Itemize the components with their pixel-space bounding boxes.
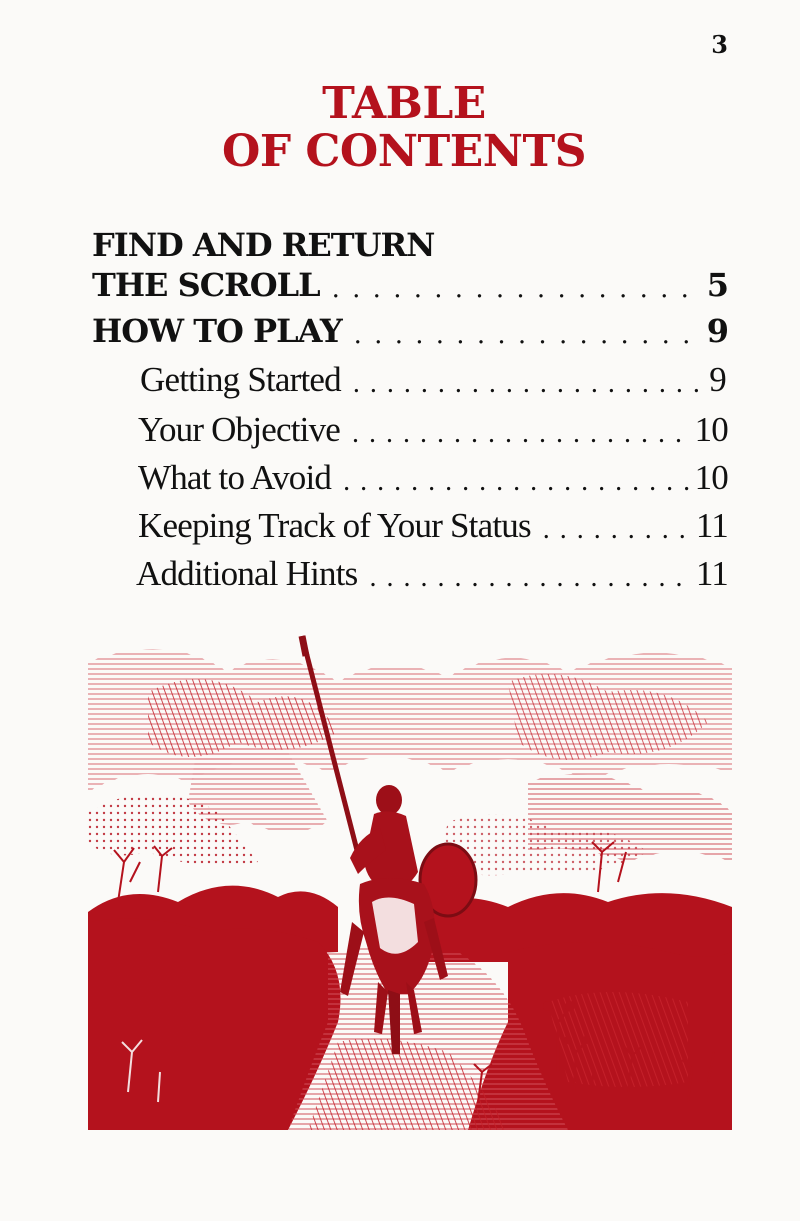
toc-subentry-page: 10 xyxy=(694,410,728,449)
toc-subentry-label: Additional Hints xyxy=(136,554,358,593)
dot-leader xyxy=(354,320,701,350)
toc-subentry-label: Getting Started xyxy=(140,360,341,399)
dot-leader xyxy=(332,274,701,304)
toc-subentry-page: 9 xyxy=(709,360,726,399)
toc-subentry xyxy=(138,410,728,450)
toc-subentry xyxy=(140,360,726,400)
title-line-1: TABLE xyxy=(322,78,486,129)
toc-subentry xyxy=(136,554,728,594)
toc-subentry xyxy=(138,506,728,546)
toc-subentry-page: 10 xyxy=(694,458,728,497)
dot-leader xyxy=(343,466,689,498)
toc-entry-how-to-play xyxy=(92,312,728,350)
toc-entry-page: 9 xyxy=(706,312,728,350)
dot-leader xyxy=(352,418,689,450)
toc-entry-label: HOW TO PLAY xyxy=(92,312,342,350)
dot-leader xyxy=(353,368,703,400)
page-number: 3 xyxy=(711,30,728,59)
toc-subentry-label: Keeping Track of Your Status xyxy=(138,506,531,545)
toc-subentry-page: 11 xyxy=(695,506,728,545)
toc-subentry-label: What to Avoid xyxy=(138,458,332,497)
toc-entry-page: 5 xyxy=(706,266,728,304)
toc-subentry-page: 11 xyxy=(695,554,728,593)
toc-entry-find-return-line1: FIND AND RETURN xyxy=(92,226,435,264)
toc-subentry-label: Your Objective xyxy=(138,410,341,449)
dot-leader xyxy=(370,562,690,594)
toc-entry-label: THE SCROLL xyxy=(92,266,320,304)
knight-on-horseback-illustration xyxy=(88,622,732,1130)
dot-leader xyxy=(543,514,690,546)
title-line-2: OF CONTENTS xyxy=(222,126,586,177)
toc-subentry xyxy=(138,458,728,498)
page-title xyxy=(0,80,800,176)
toc-entry-find-return xyxy=(92,266,728,304)
